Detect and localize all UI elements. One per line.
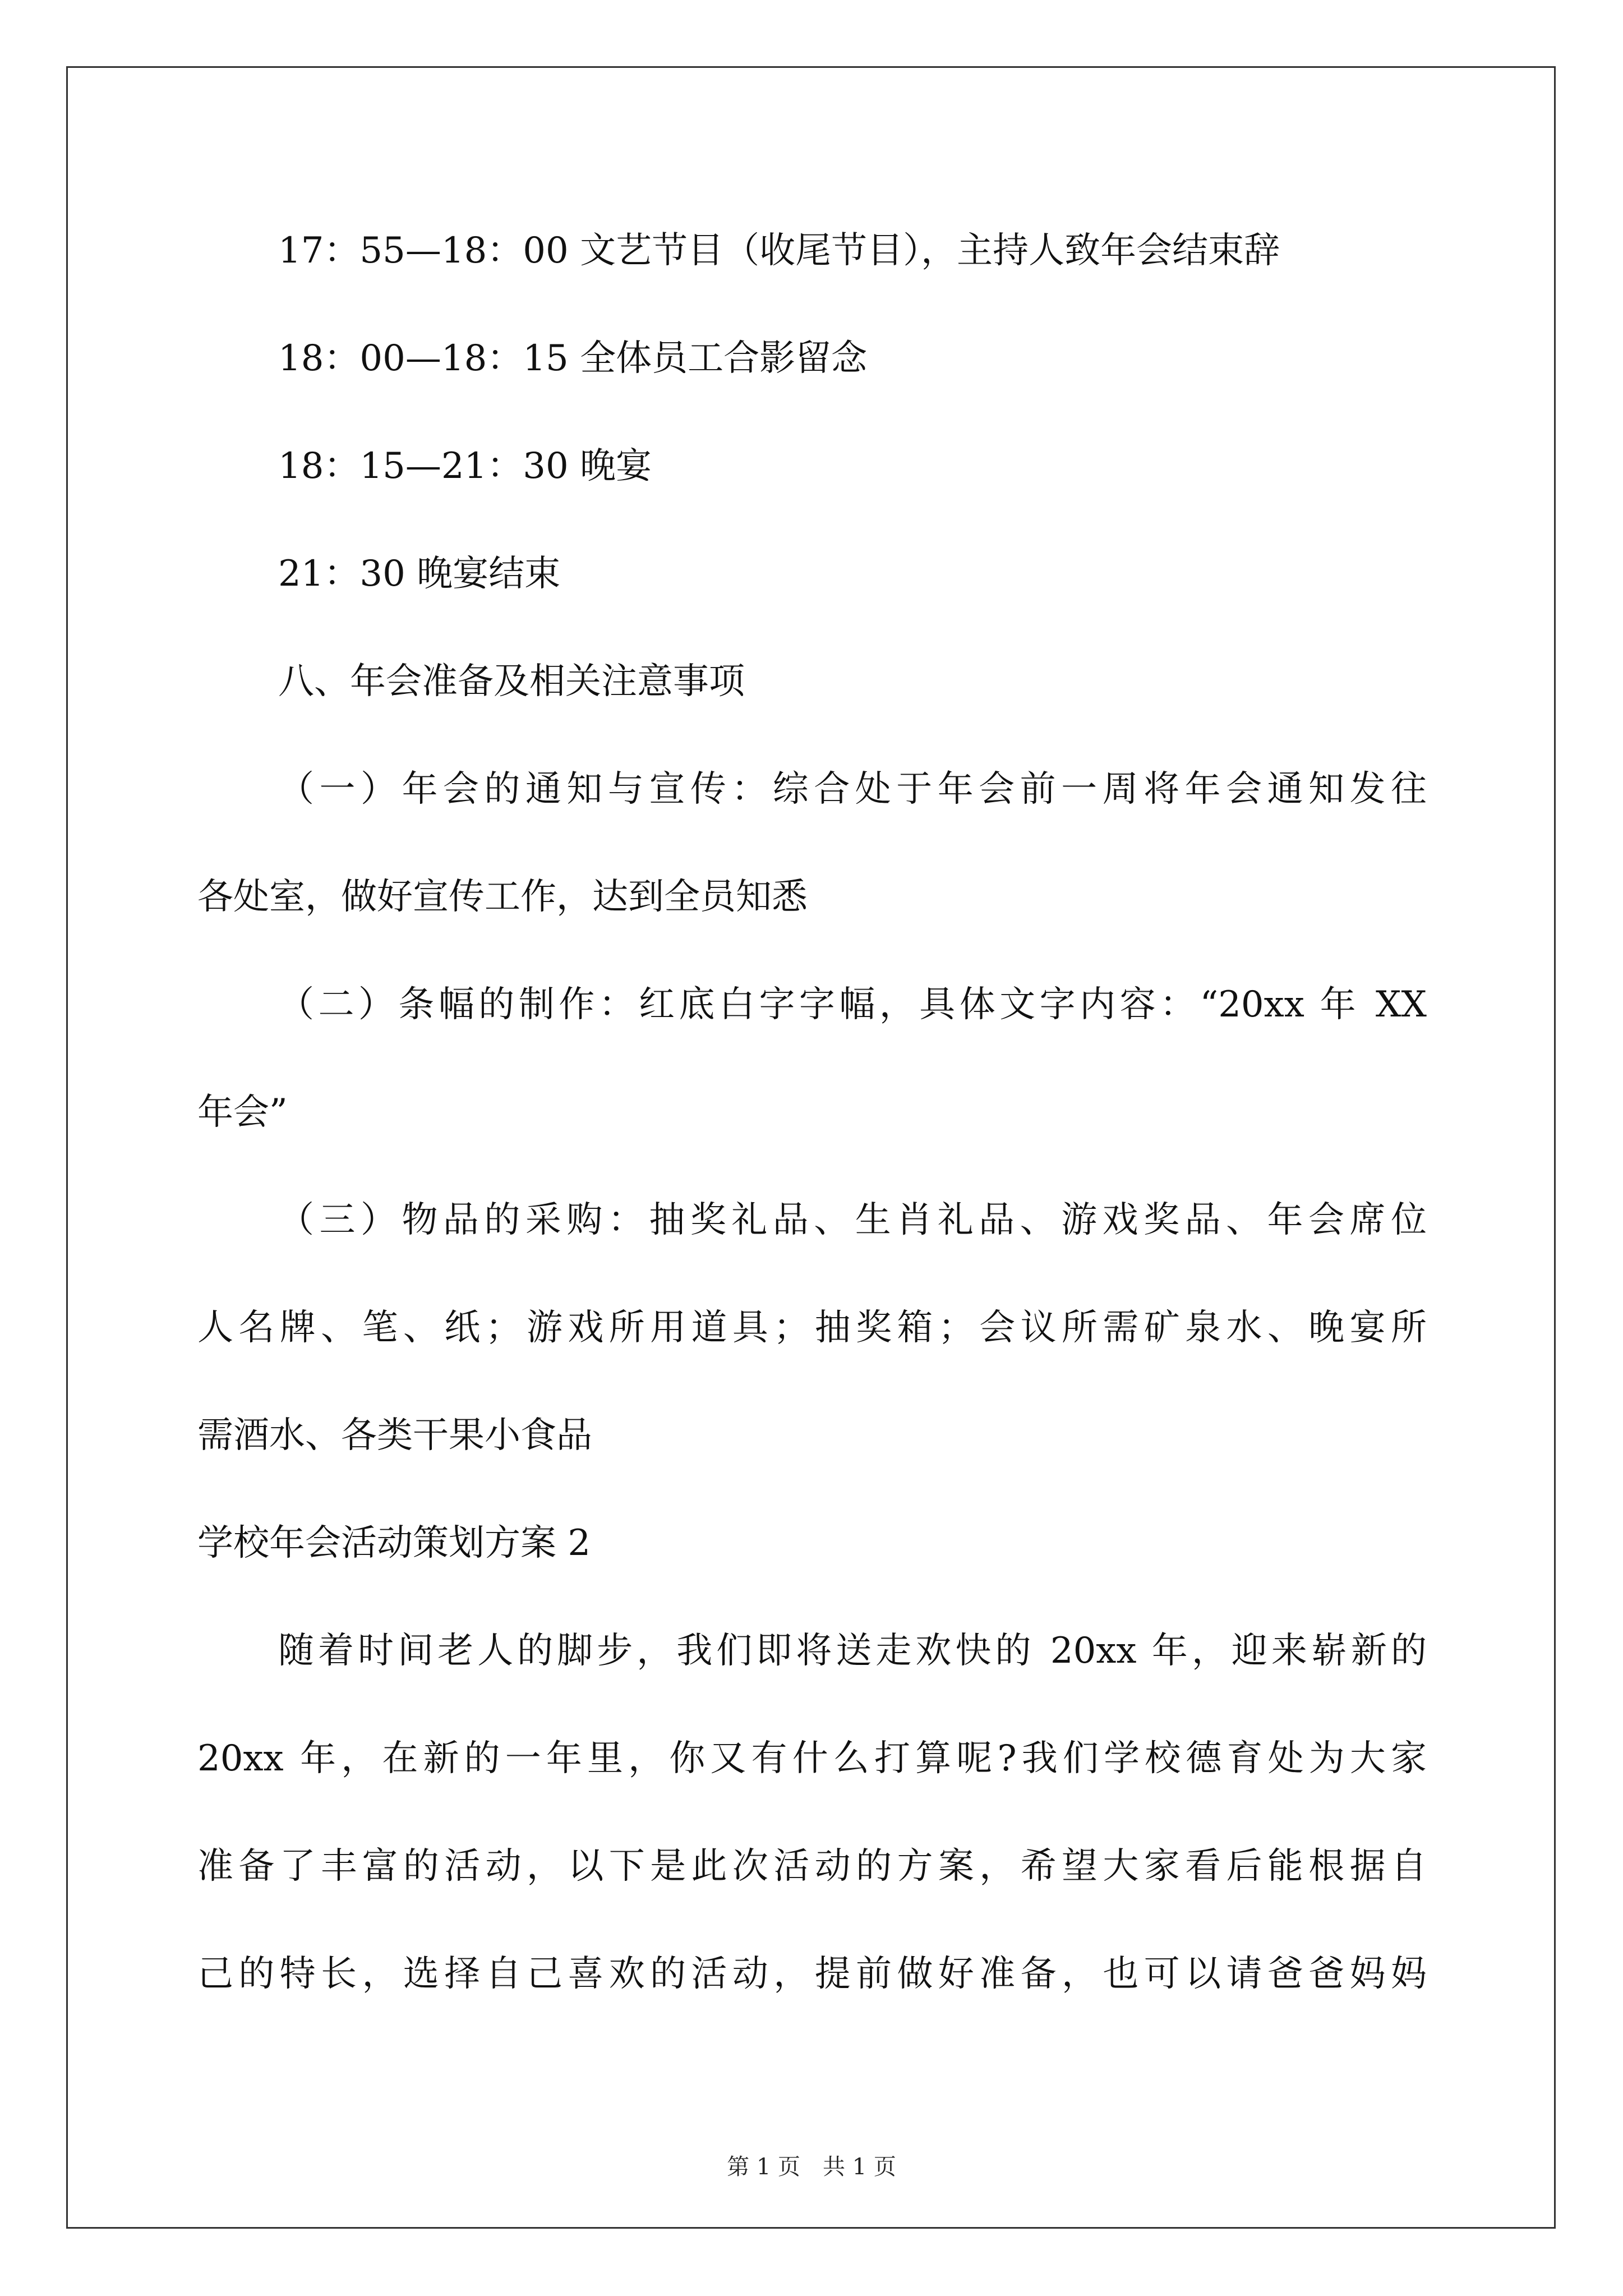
paragraph-line: 20xx 年，在新的一年里，你又有什么打算呢?我们学校德育处为大家 bbox=[197, 1738, 1427, 1779]
page-number: 第 1 页 共 1 页 bbox=[727, 2154, 896, 2180]
paragraph-line: 己的特长，选择自己喜欢的活动，提前做好准备，也可以请爸爸妈妈 bbox=[197, 1953, 1427, 1995]
schedule-line-2: 18：00—18：15 全体员工合影留念 bbox=[278, 338, 868, 379]
page-border bbox=[66, 66, 1556, 2229]
paragraph-line: （三）物品的采购：抽奖礼品、生肖礼品、游戏奖品、年会席位 bbox=[278, 1199, 1427, 1241]
schedule-line-3: 18：15—21：30 晚宴 bbox=[278, 445, 652, 487]
paragraph-line: （二）条幅的制作：红底白字字幅，具体文字内容：“20xx 年 XX bbox=[278, 984, 1427, 1025]
paragraph-line: 需酒水、各类干果小食品 bbox=[197, 1415, 592, 1456]
section-heading: 八、年会准备及相关注意事项 bbox=[278, 661, 745, 702]
paragraph-line: 年会” bbox=[197, 1092, 288, 1133]
schedule-line-1: 17：55—18：00 文艺节目（收尾节目），主持人致年会结束辞 bbox=[278, 230, 1280, 272]
paragraph-line: 人名牌、笔、纸；游戏所用道具；抽奖箱；会议所需矿泉水、晚宴所 bbox=[197, 1307, 1427, 1349]
document-subtitle: 学校年会活动策划方案 2 bbox=[197, 1522, 591, 1564]
schedule-line-4: 21：30 晚宴结束 bbox=[278, 553, 561, 595]
paragraph-line: （一）年会的通知与宣传：综合处于年会前一周将年会通知发往 bbox=[278, 769, 1427, 810]
paragraph-line: 各处室，做好宣传工作，达到全员知悉 bbox=[197, 876, 808, 918]
paragraph-line: 随着时间老人的脚步，我们即将送走欢快的 20xx 年，迎来崭新的 bbox=[278, 1630, 1427, 1672]
paragraph-line: 准备了丰富的活动，以下是此次活动的方案，希望大家看后能根据自 bbox=[197, 1846, 1427, 1887]
